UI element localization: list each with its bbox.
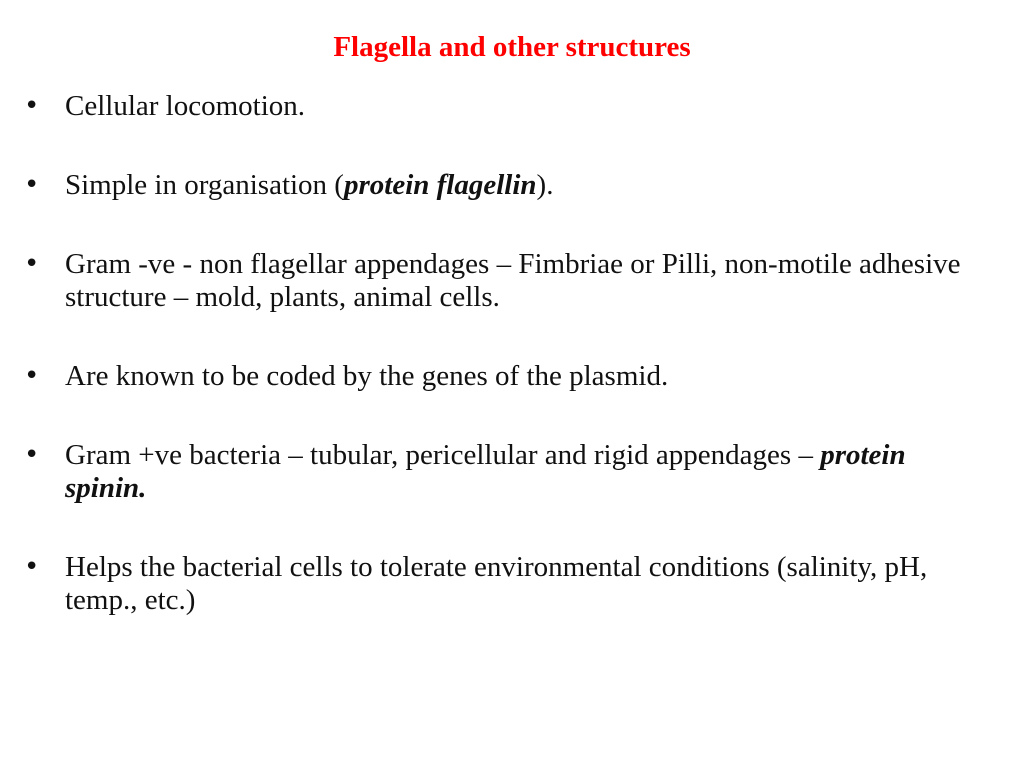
bullet-icon: • xyxy=(24,91,40,121)
bullet-text: Are known to be coded by the genes of the plasmid. xyxy=(65,360,669,392)
bullet-text-end: ). xyxy=(536,169,554,201)
bullet-text: Gram -ve - non flagellar appendages – Fimbriae or Pilli, non-motile adhesive structure – mold, plants, animal cells. xyxy=(65,248,961,313)
bullet-item xyxy=(24,169,984,202)
bullet-text: Gram +ve bacteria – tubular, pericellular and rigid appendages – xyxy=(65,439,821,471)
bullet-text: Cellular locomotion. xyxy=(65,90,306,122)
bullet-icon: • xyxy=(24,552,40,582)
bullet-emphasis: protein flagellin xyxy=(343,169,537,201)
bullet-item xyxy=(24,360,984,393)
bullet-text: Simple in organisation ( xyxy=(65,169,344,201)
bullet-text: Helps the bacterial cells to tolerate environmental conditions (salinity, pH, temp., etc.) xyxy=(65,551,928,616)
bullet-item xyxy=(24,439,984,505)
bullet-item xyxy=(24,551,984,617)
bullet-icon: • xyxy=(24,170,40,200)
bullet-icon: • xyxy=(24,361,40,391)
bullet-icon: • xyxy=(24,440,40,470)
bullet-list xyxy=(24,90,984,663)
bullet-item xyxy=(24,90,984,123)
bullet-icon: • xyxy=(24,249,40,279)
bullet-emphasis: protein spinin. xyxy=(65,439,906,504)
bullet-item xyxy=(24,248,984,314)
slide-title: Flagella and other structures xyxy=(333,31,691,63)
